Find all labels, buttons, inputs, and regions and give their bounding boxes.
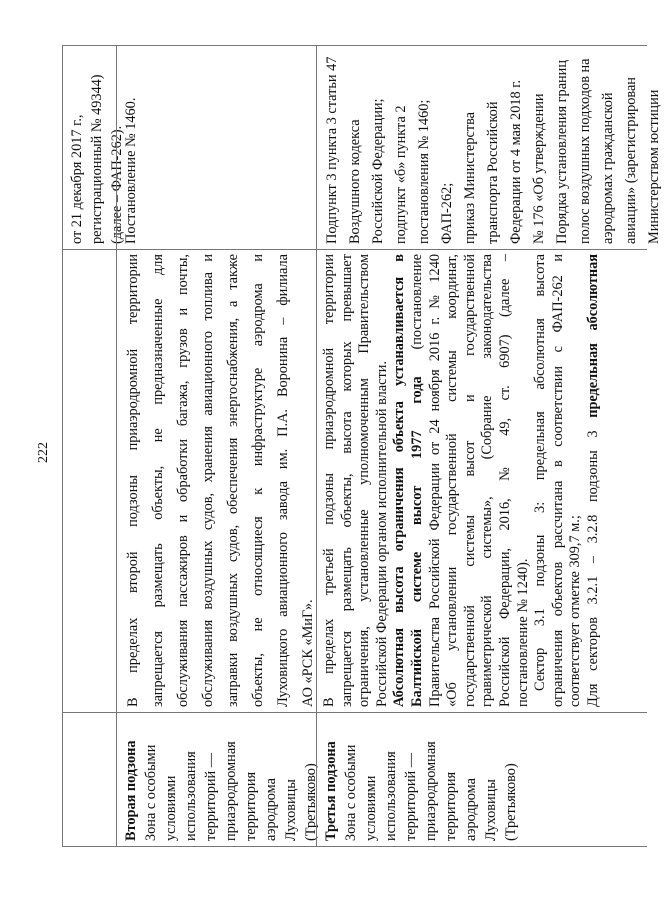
legal-basis-cell xyxy=(63,45,125,250)
legal-basis-line: транспорта Российской xyxy=(485,101,501,244)
text: постановление № 1240). xyxy=(514,558,531,707)
legal-basis-line: ФАП-262; xyxy=(439,182,455,244)
legal-basis-cell xyxy=(117,45,317,250)
zone-name-line: использования xyxy=(383,751,399,841)
legal-basis-line: приказ Министерства xyxy=(462,111,478,244)
description-cell xyxy=(117,250,317,713)
description-line xyxy=(171,254,196,707)
bold-text: Абсолютная высота ограничения объекта устанавливается в xyxy=(391,254,408,707)
zone-name-line: (Третьяково) xyxy=(503,763,519,841)
text: обслуживания воздушных судов, хранения авиационного топлива и xyxy=(200,254,216,707)
bold-text: предельная абсолютная xyxy=(584,254,601,418)
table-row xyxy=(62,45,125,847)
table-row xyxy=(316,45,662,847)
legal-basis-line: Российской Федерации; xyxy=(370,98,386,244)
text: Сектор 3.1 подзоны 3: предельная абсолютная высота xyxy=(532,254,549,691)
table-row xyxy=(116,45,317,847)
bold-text: Балтийской системе высот 1977 года xyxy=(408,376,425,707)
legal-basis-line: от 21 декабря 2017 г., xyxy=(69,114,85,244)
description-line xyxy=(585,254,603,707)
zone-name-line: аэродрома xyxy=(263,778,279,841)
legal-basis-line: постановления № 1460; xyxy=(416,99,432,244)
zone-name-line: территория xyxy=(243,771,259,841)
description-line xyxy=(391,254,409,707)
zone-name-line: условиями xyxy=(363,775,379,841)
zone-name-line: использования xyxy=(183,751,199,841)
text: государственной системы высот и государственной xyxy=(461,254,478,707)
zone-name-line: территорий — xyxy=(203,752,219,841)
description-line xyxy=(550,254,568,707)
legal-basis-line: Подпункт 3 пункта 3 статьи 47 xyxy=(324,56,340,244)
text: Российской Федерации органом исполнительной власти. xyxy=(373,361,390,707)
legal-basis-line: Министерством юстиции xyxy=(646,89,662,244)
text: запрещается размещать объекты, не предназначенные для xyxy=(150,254,166,707)
text: Для секторов 3.2.1 – 3.2.8 подзоны 3 xyxy=(584,417,601,707)
legal-basis-cell xyxy=(317,45,662,250)
text: Правительства Российской Федерации от 24 ноября 2016 г. № 1240 xyxy=(426,254,443,707)
zone-name-line: Луховицы xyxy=(283,779,299,841)
zone-name-line: Зона с особыми xyxy=(343,744,359,841)
description-line xyxy=(321,254,339,707)
description-cell xyxy=(63,250,117,713)
text: гравиметрической системы», (Собрание законодательства xyxy=(479,254,496,707)
text: запрещается размещать объекты, высота которых превышает xyxy=(338,254,355,707)
text: (постановление xyxy=(408,254,425,377)
text: «Об установлении государственной системы координат, xyxy=(444,254,461,707)
legal-basis-line: полос воздушных подходов на xyxy=(577,58,593,244)
text: обслуживания пассажиров и обработки багажа, грузов и почты, xyxy=(175,254,191,707)
text: В пределах третьей подзоны приаэродромной территории xyxy=(321,254,337,707)
zone-name-line: приаэродромная xyxy=(223,741,239,841)
text: В пределах второй подзоны приаэродромной территории xyxy=(125,254,141,707)
text: Луховицкого авиационного завода им. П.А. Воронина – филиала xyxy=(275,254,291,707)
text: соответствует отметке 309,7 м.; xyxy=(567,515,584,707)
text: Российской Федерации, 2016, № 49, ст. 6907) (далее – xyxy=(496,254,513,707)
zone-name-line: аэродрома xyxy=(463,778,479,841)
text: АО «РСК «МиГ». xyxy=(300,599,316,707)
zone-title: Вторая подзона xyxy=(123,740,139,841)
zone-name-line: Зона с особыми xyxy=(143,744,159,841)
description-line xyxy=(479,254,497,707)
legal-basis-line: Воздушного кодекса xyxy=(347,119,363,244)
description-line xyxy=(427,254,445,707)
page-number: 222 xyxy=(36,442,51,463)
description-line xyxy=(497,254,515,707)
description-line xyxy=(515,254,533,707)
description-line xyxy=(246,254,271,707)
description-line xyxy=(121,254,146,707)
zone-name-cell xyxy=(63,713,117,847)
text: объекты, не относящиеся к инфраструктуре аэродрома и xyxy=(250,254,266,707)
legal-basis-line: авиации» (зарегистрирован xyxy=(623,77,639,244)
legal-basis-line: (далее – ФАП-262). xyxy=(109,125,125,244)
description-line xyxy=(339,254,357,707)
description-line xyxy=(356,254,374,707)
text: ограничения, установленные уполномоченным Правительством xyxy=(356,254,373,707)
legal-basis-line: Постановление № 1460. xyxy=(123,97,139,244)
text: заправки воздушных судов, обеспечения энергоснабжения, а также xyxy=(225,254,241,707)
zone-name-line: приаэродромная xyxy=(423,741,439,841)
zone-title: Третья подзона xyxy=(323,741,339,841)
zones-table xyxy=(62,45,662,847)
description-line xyxy=(221,254,246,707)
legal-basis-line: подпункт «б» пункта 2 xyxy=(393,105,409,244)
legal-basis-line: аэродромах гражданской xyxy=(600,92,616,244)
description-line xyxy=(196,254,221,707)
legal-basis-line: Федерации от 4 мая 2018 г. xyxy=(508,79,524,244)
legal-basis-line: № 176 «Об утверждении xyxy=(531,93,547,244)
zone-name-line: Луховицы xyxy=(483,779,499,841)
zone-name-cell xyxy=(117,713,317,847)
description-line xyxy=(444,254,462,707)
description-line xyxy=(409,254,427,707)
zone-name-cell xyxy=(317,713,647,847)
description-line xyxy=(567,254,585,707)
text: ограничения объектов рассчитана в соответствии с ФАП-262 и xyxy=(549,254,566,707)
zone-name-line: территория xyxy=(443,771,459,841)
description-line xyxy=(271,254,296,707)
description-cell xyxy=(317,250,647,713)
description-line xyxy=(146,254,171,707)
zone-name-line: (Третьяково) xyxy=(303,763,319,841)
description-line xyxy=(462,254,480,707)
description-line xyxy=(532,254,550,707)
zone-name-line: территорий — xyxy=(403,752,419,841)
legal-basis-line: Порядка установления границ xyxy=(554,60,570,244)
zone-name-line: условиями xyxy=(163,775,179,841)
legal-basis-line: регистрационный № 49344) xyxy=(89,74,105,244)
description-line xyxy=(374,254,392,707)
